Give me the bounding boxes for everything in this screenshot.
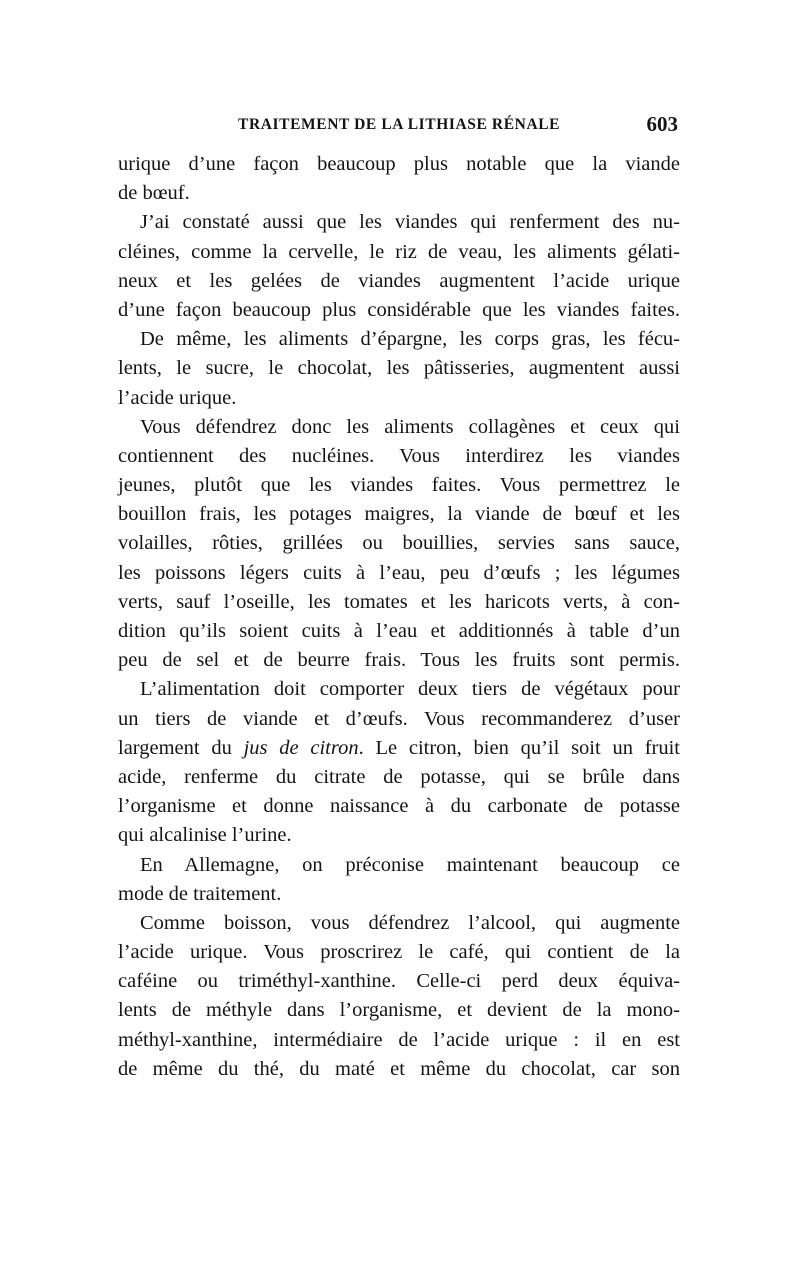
text-line: les poissons légers cuits à l’eau, peu d’œufs ; les légumes (118, 561, 680, 584)
text-line: peu de sel et de beurre frais. Tous les fruits sont permis. (118, 649, 680, 672)
text-line: mode de traitement. (118, 882, 282, 905)
text-line: jeunes, plutôt que les viandes faites. Vous permettrez le (118, 474, 680, 497)
text-line: un tiers de viande et d’œufs. Vous recommanderez d’user (118, 707, 680, 730)
text-line: lents, le sucre, le chocolat, les pâtisseries, augmentent aussi (118, 357, 680, 380)
text-line: urique d’une façon beaucoup plus notable que la viande (118, 153, 680, 175)
text-line: l’acide urique. (118, 386, 237, 409)
body-text (118, 150, 680, 1084)
text-line: neux et les gelées de viandes augmentent l’acide urique (118, 269, 680, 292)
text-line (118, 734, 680, 763)
text-line: caféine ou triméthyl-xanthine. Celle-ci perd deux équiva- (118, 970, 680, 993)
text-line: contiennent des nucléines. Vous interdirez les viandes (118, 444, 680, 467)
running-head (118, 112, 680, 142)
text-line: l’acide urique. Vous proscrirez le café, qui contient de la (118, 941, 680, 964)
text-line: méthyl-xanthine, intermédiaire de l’acide urique : il en est (118, 1028, 680, 1051)
text-line: Comme boisson, vous défendrez l’alcool, qui augmente (140, 911, 680, 934)
text-line: dition qu’ils soient cuits à l’eau et additionnés à table d’un (118, 620, 680, 642)
text-line: volailles, rôties, grillées ou bouillies, servies sans sauce, (118, 532, 680, 555)
text-line: En Allemagne, on préconise maintenant beaucoup ce (140, 853, 680, 876)
text-line: verts, sauf l’oseille, les tomates et les haricots verts, à con- (118, 590, 680, 613)
text-line: bouillon frais, les potages maigres, la viande de bœuf et les (118, 503, 680, 526)
text-line: cléines, comme la cervelle, le riz de veau, les aliments gélati- (118, 240, 680, 263)
text-line: acide, renferme du citrate de potasse, qui se brûle dans (118, 765, 680, 788)
italic-phrase: jus de citron (243, 736, 359, 759)
text-line: Vous défendrez donc les aliments collagènes et ceux qui (140, 415, 680, 438)
text-line: de même du thé, du maté et même du chocolat, car son (118, 1057, 680, 1080)
text-line: de bœuf. (118, 182, 190, 205)
text-line: J’ai constaté aussi que les viandes qui renferment des nu- (140, 211, 680, 234)
text-line: l’organisme et donne naissance à du carbonate de potasse (118, 795, 680, 818)
text-run: . Le citron, bien qu’il soit un fruit (358, 736, 681, 759)
page-number: 603 (646, 112, 678, 136)
text-line: qui alcalinise l’urine. (118, 824, 292, 847)
text-line: De même, les aliments d’épargne, les corps gras, les fécu- (140, 328, 680, 351)
running-title: TRAITEMENT DE LA LITHIASE RÉNALE (238, 116, 561, 133)
text-line: lents de méthyle dans l’organisme, et devient de la mono- (118, 999, 680, 1022)
text-run: largement du (118, 736, 244, 759)
text-line: d’une façon beaucoup plus considérable que les viandes faites. (118, 298, 680, 321)
text-line: L’alimentation doit comporter deux tiers de végétaux pour (140, 678, 680, 701)
